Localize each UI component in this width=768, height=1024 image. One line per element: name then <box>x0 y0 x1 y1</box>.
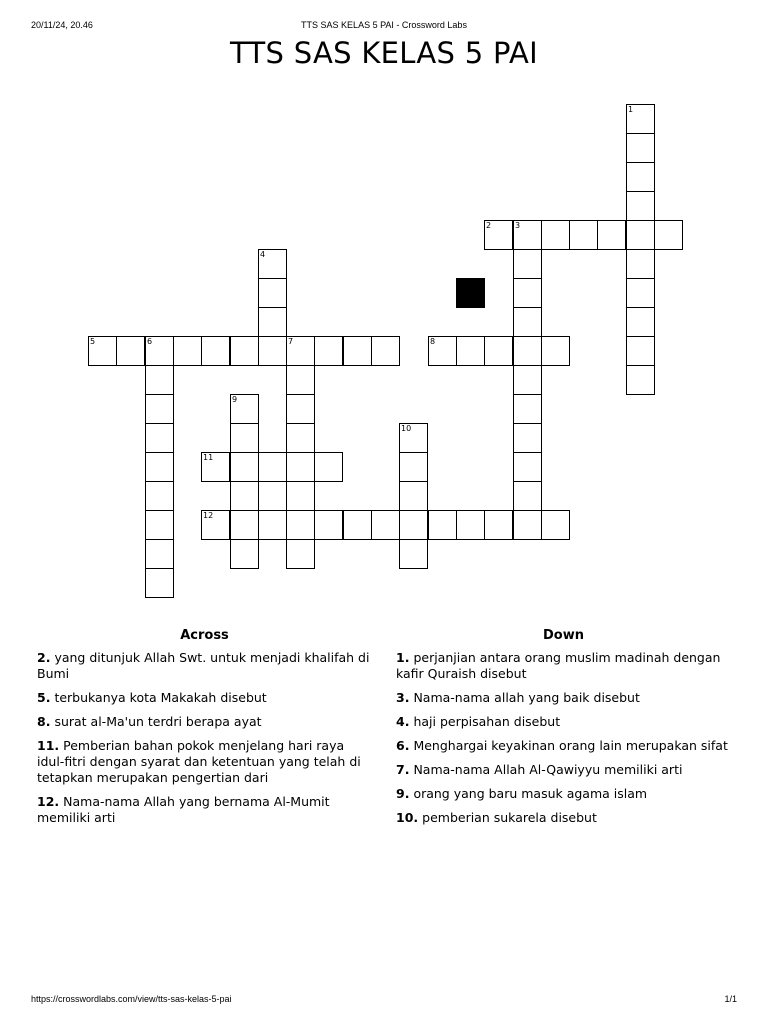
page-title: TTS SAS KELAS 5 PAI <box>230 36 538 70</box>
grid-cell[interactable] <box>371 336 400 366</box>
down-clues <box>396 628 731 834</box>
clue-text: terbukanya kota Makakah disebut <box>54 690 267 705</box>
grid-cell[interactable] <box>513 481 542 511</box>
clue-text: Menghargai keyakinan orang lain merupakan sifat <box>413 738 728 753</box>
grid-cell[interactable] <box>145 568 174 598</box>
grid-cell[interactable] <box>484 220 513 250</box>
grid-cell[interactable] <box>626 307 655 337</box>
clue-number: 1. <box>396 650 410 665</box>
grid-cell[interactable] <box>569 220 598 250</box>
grid-cell[interactable] <box>230 336 259 366</box>
cell-number: 10 <box>401 424 412 433</box>
grid-cell[interactable] <box>286 423 315 453</box>
grid-cell[interactable] <box>399 423 428 453</box>
grid-cell[interactable] <box>145 336 174 366</box>
grid-cell[interactable] <box>314 510 343 540</box>
grid-cell[interactable] <box>145 452 174 482</box>
clue-text: Nama-nama allah yang baik disebut <box>413 690 640 705</box>
grid-cell[interactable] <box>258 307 287 337</box>
grid-cell[interactable] <box>258 336 287 366</box>
clue-number: 7. <box>396 762 410 777</box>
down-clue <box>396 786 731 802</box>
clue-text: haji perpisahan disebut <box>413 714 561 729</box>
grid-cell[interactable] <box>626 220 655 250</box>
grid-cell[interactable] <box>286 365 315 395</box>
grid-cell[interactable] <box>258 278 287 308</box>
grid-cell[interactable] <box>626 249 655 279</box>
grid-cell[interactable] <box>484 336 513 366</box>
clue-number: 2. <box>37 650 51 665</box>
grid-cell[interactable] <box>428 510 457 540</box>
clue-text: perjanjian antara orang muslim madinah dengan kafir Quraish disebut <box>396 650 721 681</box>
grid-cell[interactable] <box>230 394 259 424</box>
clue-text: Nama-nama Allah yang bernama Al-Mumit memiliki arti <box>37 794 330 825</box>
across-clue <box>37 738 372 786</box>
blocked-cell <box>456 278 485 308</box>
grid-cell[interactable] <box>626 162 655 192</box>
clue-number: 10. <box>396 810 419 825</box>
grid-cell[interactable] <box>286 336 315 366</box>
across-clues <box>37 628 372 834</box>
grid-cell[interactable] <box>513 394 542 424</box>
grid-cell[interactable] <box>399 510 428 540</box>
grid-cell[interactable] <box>258 510 287 540</box>
down-clue <box>396 762 731 778</box>
clue-text: orang yang baru masuk agama islam <box>413 786 648 801</box>
grid-cell[interactable] <box>626 133 655 163</box>
down-clue <box>396 690 731 706</box>
clue-number: 5. <box>37 690 51 705</box>
clue-number: 8. <box>37 714 51 729</box>
grid-cell[interactable] <box>145 539 174 569</box>
down-clue <box>396 738 731 754</box>
grid-cell[interactable] <box>286 510 315 540</box>
grid-cell[interactable] <box>513 249 542 279</box>
grid-cell[interactable] <box>513 423 542 453</box>
grid-cell[interactable] <box>201 510 230 540</box>
grid-cell[interactable] <box>258 452 287 482</box>
grid-cell[interactable] <box>399 539 428 569</box>
grid-cell[interactable] <box>513 307 542 337</box>
grid-cell[interactable] <box>513 452 542 482</box>
grid-cell[interactable] <box>230 539 259 569</box>
clue-number: 3. <box>396 690 410 705</box>
cell-number: 1 <box>628 105 634 114</box>
grid-cell[interactable] <box>201 336 230 366</box>
grid-cell[interactable] <box>371 510 400 540</box>
grid-cell[interactable] <box>626 191 655 221</box>
grid-cell[interactable] <box>116 336 145 366</box>
across-heading: Across <box>180 628 229 643</box>
cell-number: 8 <box>430 337 436 346</box>
across-clue <box>37 794 372 826</box>
grid-cell[interactable] <box>513 220 542 250</box>
down-clue <box>396 714 731 730</box>
clue-number: 6. <box>396 738 410 753</box>
clue-text: surat al-Ma'un terdri berapa ayat <box>54 714 262 729</box>
grid-cell[interactable] <box>230 510 259 540</box>
print-page-number: 1/1 <box>724 994 737 1004</box>
clue-number: 11. <box>37 738 60 753</box>
grid-cell[interactable] <box>654 220 683 250</box>
clue-text: yang ditunjuk Allah Swt. untuk menjadi khalifah di Bumi <box>37 650 370 681</box>
clue-text: pemberian sukarela disebut <box>422 810 597 825</box>
grid-cell[interactable] <box>258 249 287 279</box>
grid-cell[interactable] <box>343 336 372 366</box>
grid-cell[interactable] <box>513 278 542 308</box>
print-datetime: 20/11/24, 20.46 <box>31 20 93 30</box>
grid-cell[interactable] <box>145 394 174 424</box>
cell-number: 11 <box>203 453 214 462</box>
grid-cell[interactable] <box>626 336 655 366</box>
clue-number: 12. <box>37 794 60 809</box>
grid-cell[interactable] <box>626 104 655 134</box>
grid-cell[interactable] <box>286 452 315 482</box>
cell-number: 3 <box>515 221 521 230</box>
grid-cell[interactable] <box>456 336 485 366</box>
grid-cell[interactable] <box>145 481 174 511</box>
grid-cell[interactable] <box>88 336 117 366</box>
grid-cell[interactable] <box>541 220 570 250</box>
grid-cell[interactable] <box>399 452 428 482</box>
grid-cell[interactable] <box>314 452 343 482</box>
grid-cell[interactable] <box>314 336 343 366</box>
grid-cell[interactable] <box>513 510 542 540</box>
grid-cell[interactable] <box>399 481 428 511</box>
clue-number: 9. <box>396 786 410 801</box>
grid-cell[interactable] <box>541 510 570 540</box>
down-heading: Down <box>543 628 584 643</box>
clue-text: Nama-nama Allah Al-Qawiyyu memiliki arti <box>413 762 683 777</box>
grid-cell[interactable] <box>173 336 202 366</box>
grid-cell[interactable] <box>541 336 570 366</box>
cell-number: 6 <box>147 337 153 346</box>
grid-cell[interactable] <box>230 423 259 453</box>
grid-cell[interactable] <box>286 539 315 569</box>
grid-cell[interactable] <box>201 452 230 482</box>
grid-cell[interactable] <box>145 423 174 453</box>
grid-cell[interactable] <box>286 481 315 511</box>
grid-cell[interactable] <box>286 394 315 424</box>
cell-number: 12 <box>203 511 214 520</box>
cell-number: 9 <box>232 395 238 404</box>
clue-text: Pemberian bahan pokok menjelang hari raya idul-fitri dengan syarat dan ketentuan yang telah di tetapkan merupakan pengertian dari <box>37 738 361 785</box>
cell-number: 2 <box>486 221 492 230</box>
down-clue <box>396 650 731 682</box>
grid-cell[interactable] <box>484 510 513 540</box>
grid-cell[interactable] <box>513 365 542 395</box>
cell-number: 7 <box>288 337 294 346</box>
grid-cell[interactable] <box>230 481 259 511</box>
grid-cell[interactable] <box>626 278 655 308</box>
clue-number: 4. <box>396 714 410 729</box>
print-tab-title: TTS SAS KELAS 5 PAI - Crossword Labs <box>301 20 467 30</box>
grid-cell[interactable] <box>428 336 457 366</box>
cell-number: 5 <box>90 337 96 346</box>
print-url: https://crosswordlabs.com/view/tts-sas-kelas-5-pai <box>31 994 232 1004</box>
grid-cell[interactable] <box>456 510 485 540</box>
across-clue <box>37 650 372 682</box>
cell-number: 4 <box>260 250 266 259</box>
grid-cell[interactable] <box>145 510 174 540</box>
down-clue <box>396 810 731 826</box>
grid-cell[interactable] <box>513 336 542 366</box>
grid-cell[interactable] <box>145 365 174 395</box>
across-clue <box>37 690 372 706</box>
grid-cell[interactable] <box>597 220 626 250</box>
grid-cell[interactable] <box>626 365 655 395</box>
grid-cell[interactable] <box>230 452 259 482</box>
across-clue <box>37 714 372 730</box>
grid-cell[interactable] <box>343 510 372 540</box>
